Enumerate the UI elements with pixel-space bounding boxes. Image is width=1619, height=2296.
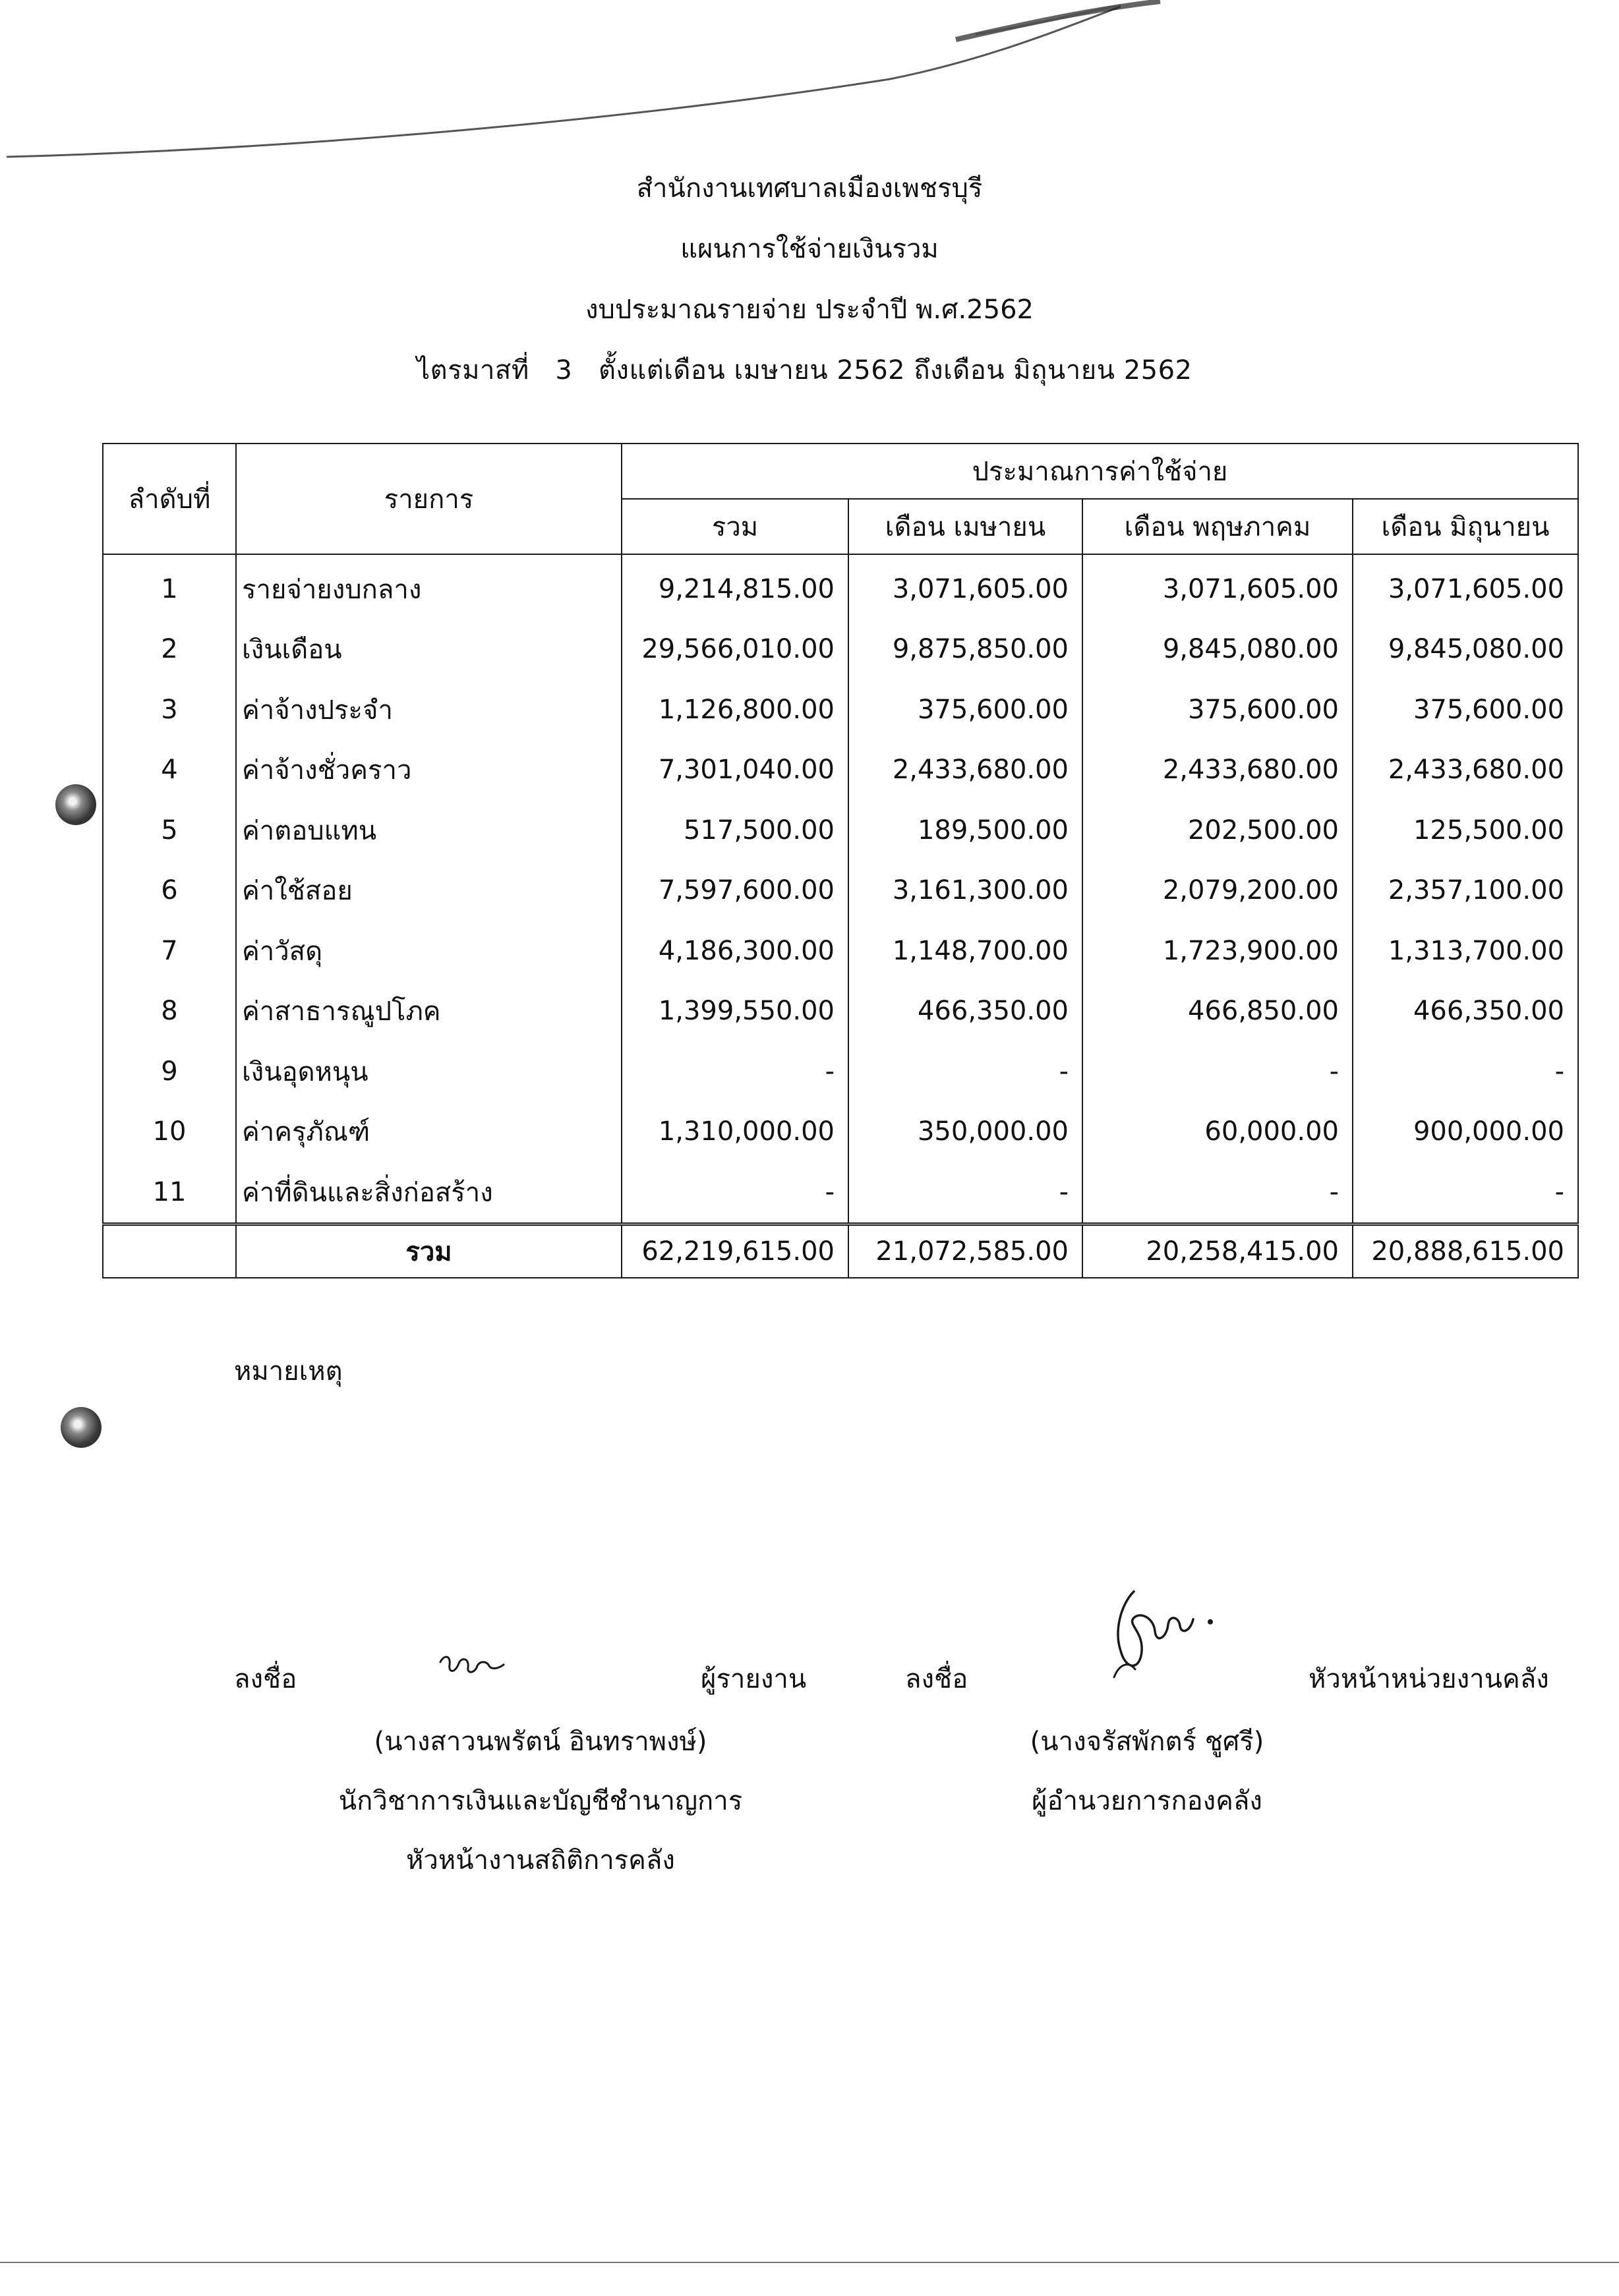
row-total: 7,301,040.00 [622, 740, 848, 801]
col-header-june: เดือน มิถุนายน [1353, 499, 1578, 554]
director-name: (นางจรัสพักตร์ ชูศรี) [1030, 1727, 1264, 1757]
row-june: 2,357,100.00 [1353, 861, 1578, 921]
row-april: 189,500.00 [848, 800, 1082, 861]
row-june: - [1353, 1041, 1578, 1102]
table-row [103, 679, 1578, 740]
row-june: 900,000.00 [1353, 1102, 1578, 1162]
reporter-name: (นางสาวนพรัตน์ อินทราพงษ์) [374, 1727, 707, 1757]
quarter-label: ไตรมาสที่ [417, 355, 529, 386]
col-header-april: เดือน เมษายน [848, 499, 1082, 554]
row-may: 466,850.00 [1082, 981, 1353, 1042]
row-number: 11 [103, 1162, 236, 1224]
plan-title: แผนการใช้จ่ายเงินรวม [680, 234, 939, 264]
left-sign-label: ลงชื่อ [234, 1664, 297, 1694]
row-may: 202,500.00 [1082, 800, 1353, 861]
row-number: 3 [103, 679, 236, 740]
table-row [103, 619, 1578, 680]
punch-hole-shadow [61, 1407, 102, 1448]
row-june: 3,071,605.00 [1353, 554, 1578, 619]
row-june: 9,845,080.00 [1353, 619, 1578, 680]
row-may: - [1082, 1162, 1353, 1224]
row-april: - [848, 1162, 1082, 1224]
remark-label: หมายเหตุ [234, 1356, 343, 1387]
row-june: 1,313,700.00 [1353, 921, 1578, 981]
row-item: ค่าจ้างประจำ [236, 679, 622, 740]
left-sign-role: ผู้รายงาน [701, 1664, 807, 1694]
right-sign-label: ลงชื่อ [905, 1664, 968, 1694]
row-april: 375,600.00 [848, 679, 1082, 740]
row-june: 466,350.00 [1353, 981, 1578, 1042]
table-row [103, 1041, 1578, 1102]
total-april: 21,072,585.00 [848, 1224, 1082, 1278]
col-header-no: ลำดับที่ [103, 444, 236, 554]
row-june: 2,433,680.00 [1353, 740, 1578, 801]
row-item: ค่าวัสดุ [236, 921, 622, 981]
row-item: ค่าที่ดินและสิ่งก่อสร้าง [236, 1162, 622, 1224]
row-june: 375,600.00 [1353, 679, 1578, 740]
row-april: 3,071,605.00 [848, 554, 1082, 619]
total-june: 20,888,615.00 [1353, 1224, 1578, 1278]
director-position: ผู้อำนวยการกองคลัง [1032, 1786, 1262, 1816]
row-total: 9,214,815.00 [622, 554, 848, 619]
director-signature [1094, 1578, 1226, 1690]
table-row [103, 921, 1578, 981]
row-number: 4 [103, 740, 236, 801]
row-april: 350,000.00 [848, 1102, 1082, 1162]
row-total: 1,310,000.00 [622, 1102, 848, 1162]
table-row [103, 1162, 1578, 1224]
row-total: - [622, 1041, 848, 1102]
row-may: 3,071,605.00 [1082, 554, 1353, 619]
table-total-row [103, 1224, 1578, 1278]
total-label: รวม [236, 1224, 622, 1278]
row-june: 125,500.00 [1353, 800, 1578, 861]
row-total: 29,566,010.00 [622, 619, 848, 680]
col-header-item: รายการ [236, 444, 622, 554]
row-april: 2,433,680.00 [848, 740, 1082, 801]
row-item: ค่าสาธารณูปโภค [236, 981, 622, 1042]
office-title: สำนักงานเทศบาลเมืองเพชรบุรี [636, 173, 983, 204]
right-sign-role: หัวหน้าหน่วยงานคลัง [1309, 1664, 1549, 1694]
row-item: เงินเดือน [236, 619, 622, 680]
quarter-number: 3 [555, 355, 573, 386]
row-may: 9,845,080.00 [1082, 619, 1353, 680]
punch-hole-shadow [55, 784, 96, 825]
row-total: 7,597,600.00 [622, 861, 848, 921]
row-number: 7 [103, 921, 236, 981]
row-number: 8 [103, 981, 236, 1042]
table-row [103, 800, 1578, 861]
row-item: ค่าจ้างชั่วคราว [236, 740, 622, 801]
row-number: 9 [103, 1041, 236, 1102]
row-april: 9,875,850.00 [848, 619, 1082, 680]
row-number: 10 [103, 1102, 236, 1162]
total-may: 20,258,415.00 [1082, 1224, 1353, 1278]
row-number: 5 [103, 800, 236, 861]
row-total: 4,186,300.00 [622, 921, 848, 981]
col-header-total: รวม [622, 499, 848, 554]
budget-title: งบประมาณรายจ่าย ประจำปี พ.ศ.2562 [585, 295, 1034, 325]
document-header [0, 158, 1619, 401]
expense-plan-table [102, 443, 1579, 1278]
row-item: รายจ่ายงบกลาง [236, 554, 622, 619]
row-item: ค่าใช้สอย [236, 861, 622, 921]
row-april: 466,350.00 [848, 981, 1082, 1042]
row-june: - [1353, 1162, 1578, 1224]
row-total: 1,399,550.00 [622, 981, 848, 1042]
row-may: 60,000.00 [1082, 1102, 1353, 1162]
row-item: ค่าตอบแทน [236, 800, 622, 861]
col-header-group: ประมาณการค่าใช้จ่าย [622, 444, 1578, 499]
table-row [103, 981, 1578, 1042]
row-april: - [848, 1041, 1082, 1102]
row-total: 517,500.00 [622, 800, 848, 861]
reporter-position-secondary: หัวหน้างานสถิติการคลัง [406, 1845, 675, 1876]
table-row [103, 740, 1578, 801]
row-may: 375,600.00 [1082, 679, 1353, 740]
row-april: 1,148,700.00 [848, 921, 1082, 981]
row-total: - [622, 1162, 848, 1224]
col-header-may: เดือน พฤษภาคม [1082, 499, 1353, 554]
row-may: 1,723,900.00 [1082, 921, 1353, 981]
reporter-signature [435, 1648, 514, 1687]
row-april: 3,161,300.00 [848, 861, 1082, 921]
reporter-position: นักวิชาการเงินและบัญชีชำนาญการ [338, 1786, 743, 1816]
row-item: ค่าครุภัณฑ์ [236, 1102, 622, 1162]
row-number: 1 [103, 554, 236, 619]
row-may: - [1082, 1041, 1353, 1102]
table-row [103, 861, 1578, 921]
row-may: 2,079,200.00 [1082, 861, 1353, 921]
table-row [103, 554, 1578, 619]
row-number: 2 [103, 619, 236, 680]
quarter-period [0, 340, 1619, 401]
total-sum: 62,219,615.00 [622, 1224, 848, 1278]
row-number: 6 [103, 861, 236, 921]
period-range: ตั้งแต่เดือน เมษายน 2562 ถึงเดือน มิถุนายน 2562 [598, 355, 1192, 386]
table-row [103, 1102, 1578, 1162]
total-row-empty-cell [103, 1224, 236, 1278]
row-item: เงินอุดหนุน [236, 1041, 622, 1102]
row-total: 1,126,800.00 [622, 679, 848, 740]
scan-edge-line [0, 2262, 1619, 2263]
row-may: 2,433,680.00 [1082, 740, 1353, 801]
